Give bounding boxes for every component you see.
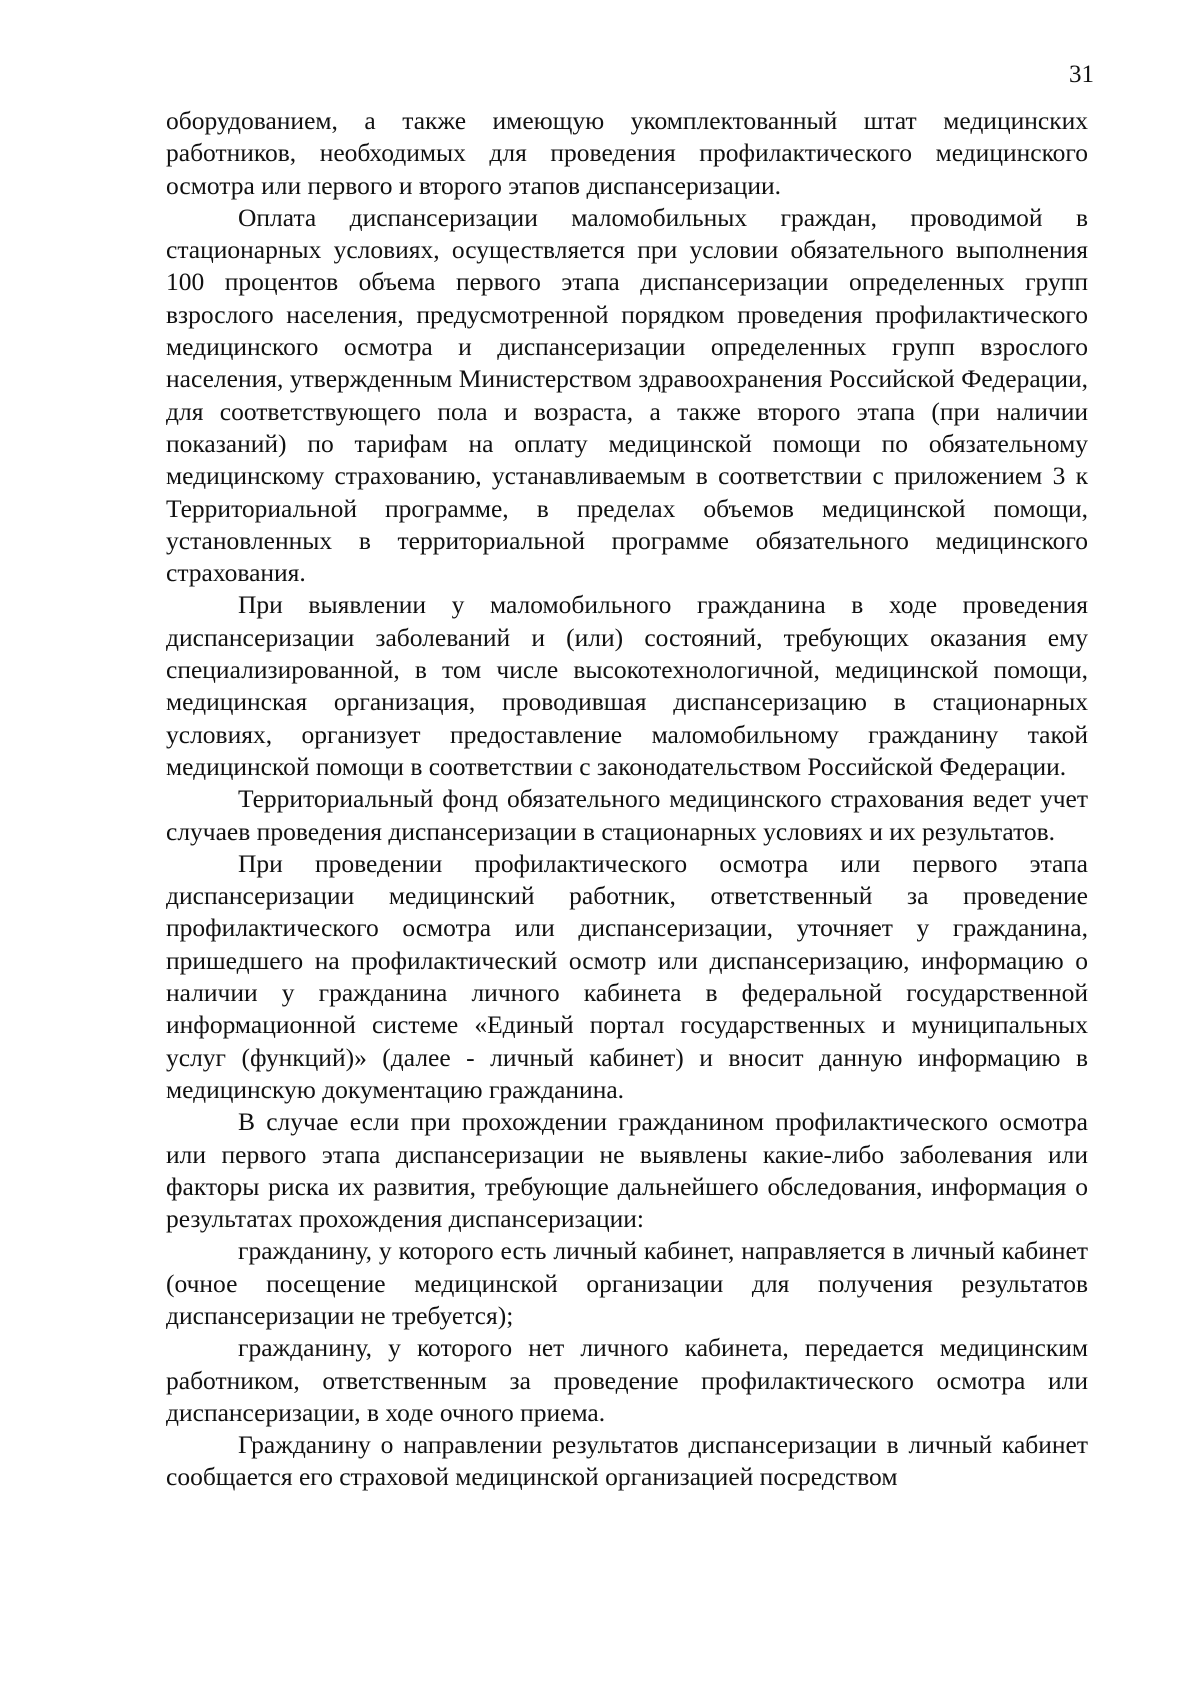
paragraph-specialized-care: При выявлении у маломобильного гражданина в ходе проведения диспансеризации заболеваний и (или) состояний, требующих оказания ему специализированной, в том числе высокотехнологичной, медицинской помощи, медицинская организация, проводившая диспансеризацию в стационарных условиях, организует предоставление маломобильному гражданину такой медицинской помощи в соответствии с законодательством Российской Федерации. <box>166 590 1088 781</box>
paragraph-fund-accounting: Территориальный фонд обязательного медицинского страхования ведет учет случаев проведения диспансеризации в стационарных условиях и их результатов. <box>166 784 1088 846</box>
paragraph-personal-account-check: При проведении профилактического осмотра или первого этапа диспансеризации медицинский работник, ответственный за проведение профилактического осмотра или диспансеризации, уточняет у гражданина, пришедшего на профилактический осмотр или диспансеризацию, информацию о наличии у гражданина личного кабинета в федеральной государственной информационной системе «Единый портал государственных и муниципальных услуг (функций)» (далее - личный кабинет) и вносит данную информацию в медицинскую документацию гражданина. <box>166 848 1088 1104</box>
paragraph-no-risk-factors: В случае если при прохождении гражданином профилактического осмотра или первого этапа диспансеризации не выявлены какие-либо заболевания или факторы риска их развития, требующие дальнейшего обследования, информация о результатах прохождения диспансеризации: <box>166 1107 1088 1234</box>
paragraph-without-personal-account: гражданину, у которого нет личного кабинета, передается медицинским работником, ответственным за проведение профилактического осмотра или диспансеризации, в ходе очного приема. <box>166 1333 1088 1427</box>
page-number: 31 <box>1069 61 1094 88</box>
paragraph-with-personal-account: гражданину, у которого есть личный кабинет, направляется в личный кабинет (очное посещение медицинской организации для получения результатов диспансеризации не требуется); <box>166 1236 1088 1330</box>
paragraph-payment-conditions: Оплата диспансеризации маломобильных граждан, проводимой в стационарных условиях, осуществляется при условии обязательного выполнения 100 процентов объема первого этапа диспансеризации определенных групп взрослого населения, предусмотренной порядком проведения профилактического медицинского осмотра и диспансеризации определенных групп взрослого населения, утвержденным Министерством здравоохранения Российской Федерации, для соответствующего пола и возраста, а также второго этапа (при наличии показаний) по тарифам на оплату медицинской помощи по обязательному медицинскому страхованию, устанавливаемым в соответствии с приложением 3 к Территориальной программе, в пределах объемов медицинской помощи, установленных в территориальной программе обязательного медицинского страхования. <box>166 202 1088 588</box>
paragraph-notification: Гражданину о направлении результатов диспансеризации в личный кабинет сообщается его страховой медицинской организацией посредством <box>166 1430 1088 1492</box>
document-body <box>166 105 1088 1494</box>
paragraph-continuation: оборудованием, а также имеющую укомплектованный штат медицинских работников, необходимых для проведения профилактического медицинского осмотра или первого и второго этапов диспансеризации. <box>166 106 1088 200</box>
